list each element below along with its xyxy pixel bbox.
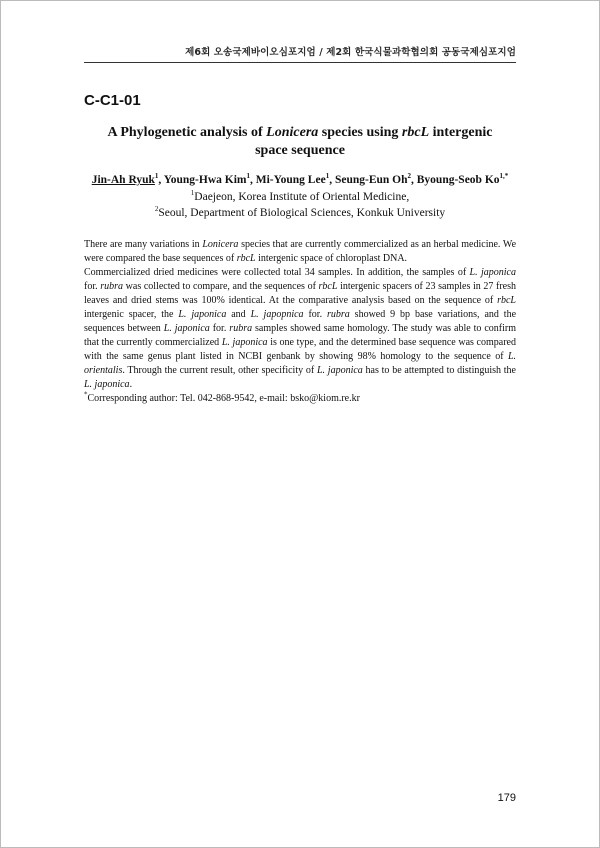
abstract-italic: rbcL — [236, 253, 256, 264]
author-sep: , — [249, 174, 256, 186]
abstract-text: intergenic spacers of 23 samples in 27 fresh leaves and dried stems was 100% identical. At the comparative analysis based on the sequence of — [84, 281, 516, 306]
affiliation-sup: 1 — [190, 189, 195, 198]
author-sup: 1 — [154, 172, 159, 181]
page-number: 179 — [497, 792, 516, 804]
author-sup: 1 — [325, 172, 330, 181]
abstract-text: was collected to compare, and the sequences of — [123, 281, 319, 292]
abstract — [84, 238, 516, 406]
abstract-text: for. — [84, 281, 101, 292]
abstract-text: showed 9 bp base variations, and the sequences between — [84, 309, 517, 334]
abstract-text: Commercialized dried medicines were collected total 34 samples. In addition, the samples of — [84, 267, 470, 278]
author-sup: 1 — [246, 172, 250, 181]
paper-title — [84, 124, 516, 160]
affiliation-text: Seoul, Department of Biological Sciences, Konkuk University — [158, 207, 446, 219]
author-sup: 2 — [407, 172, 412, 181]
abstract-italic: rbcL — [497, 295, 516, 306]
affiliation-1 — [84, 189, 516, 205]
abstract-paragraph-1 — [84, 238, 516, 266]
abstract-italic: Lonicera — [202, 239, 239, 250]
section-code: C-C1-01 — [84, 92, 141, 109]
title-gene: rbcL — [401, 125, 430, 140]
abstract-text: and — [226, 309, 251, 320]
abstract-italic: L. japonica — [163, 323, 210, 334]
abstract-text: . Through the current result, other specificity of — [122, 365, 317, 376]
abstract-text: for. — [209, 323, 230, 334]
author-name: Young-Hwa Kim — [163, 174, 247, 186]
affiliation-sup: 2 — [154, 205, 159, 214]
abstract-text: intergenic spacer, the — [84, 309, 179, 320]
abstract-text: . — [129, 379, 133, 390]
author-name: Seung-Eun Oh — [334, 174, 408, 186]
running-header: 제6회 오송국제바이오심포지엄 / 제2회 한국식물과학협의회 공동국제심포지엄 — [185, 47, 516, 58]
abstract-text: has to be attempted to distinguish the — [362, 365, 516, 376]
abstract-italic: L. japonica — [221, 337, 268, 348]
title-text: space sequence — [255, 143, 345, 158]
abstract-paragraph-2 — [84, 266, 516, 392]
affiliation-2 — [84, 205, 516, 221]
abstract-italic: rubra — [229, 323, 253, 334]
header-rule — [84, 62, 516, 63]
abstract-italic: L. japonica — [178, 309, 227, 320]
author-sep: , — [158, 174, 164, 186]
abstract-italic: L. japonica — [316, 365, 363, 376]
abstract-text: for. — [303, 309, 327, 320]
corresponding-text: Corresponding author: Tel. 042-868-9542, e-mail: bsko@kiom.re.kr — [87, 393, 360, 404]
abstract-text: intergenic space of chloroplast DNA. — [255, 253, 408, 264]
corresponding-author — [84, 392, 516, 406]
author-name: Mi-Young Lee — [255, 174, 326, 186]
abstract-italic: L. japonica — [84, 379, 130, 390]
abstract-italic: L. orientalis — [84, 351, 516, 376]
title-text: A Phylogenetic analysis of — [107, 125, 267, 140]
title-text: species using — [318, 125, 402, 140]
abstract-italic: rubra — [326, 309, 350, 320]
author-name: Jin-Ah Ryuk — [91, 174, 155, 186]
abstract-italic: rubra — [100, 281, 124, 292]
abstract-italic: L. japopnica — [250, 309, 304, 320]
author-sup: 1,* — [499, 172, 509, 181]
abstract-text: species that are currently commercialized as an herbal medicine. We were compared the base sequences of — [84, 239, 517, 264]
abstract-italic: L. japonica — [469, 267, 516, 278]
abstract-text: is one type, and the determined base sequence was compared with the same genus plant listed in NCBI genbank by showing 98% homology to the sequence of — [84, 337, 516, 362]
author-sep: , — [411, 174, 417, 186]
title-text: intergenic — [429, 125, 493, 140]
corresponding-sup: * — [84, 390, 88, 399]
abstract-text: samples showed same homology. The study was able to confirm that the currently commercialized — [84, 323, 517, 348]
abstract-text: There are many variations in — [84, 239, 203, 250]
author-list — [60, 174, 540, 186]
title-genus: Lonicera — [266, 125, 319, 140]
affiliation-text: Daejeon, Korea Institute of Oriental Medicine, — [194, 191, 410, 203]
affiliations — [84, 189, 516, 221]
author-name: Byoung-Seob Ko — [416, 174, 500, 186]
author-sep: , — [329, 174, 335, 186]
abstract-italic: rbcL — [318, 281, 338, 292]
